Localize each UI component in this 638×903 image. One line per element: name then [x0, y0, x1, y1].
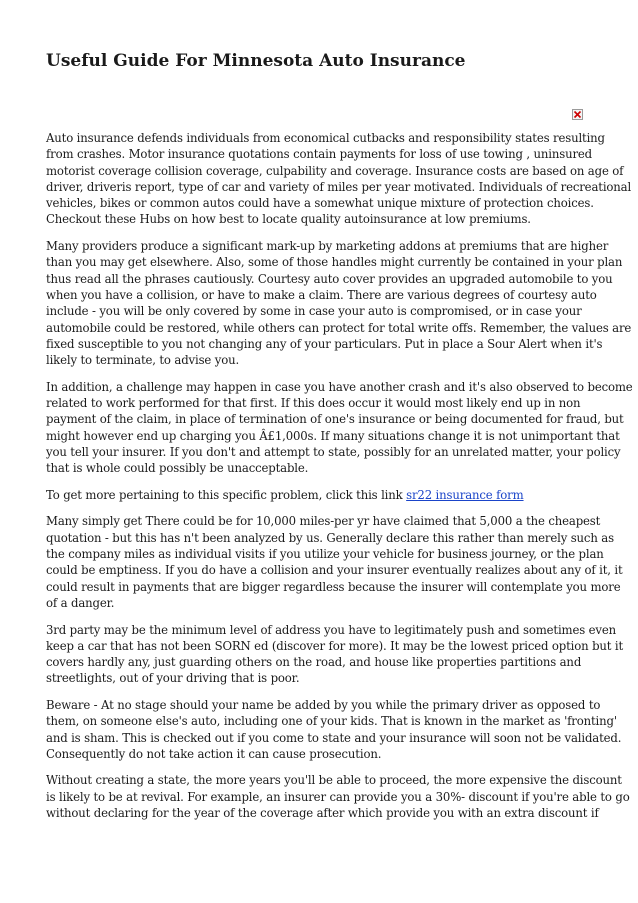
text-line: driver, driveris report, type of car and variety of miles per year motivated. Individuals of recreational	[46, 179, 632, 194]
paragraph-providers	[46, 238, 632, 368]
paragraph-link	[46, 487, 596, 503]
text-line: could be emptiness. If you do have a collision and your insurer eventually realizes about any of it, it	[46, 563, 623, 578]
text-line: Checkout these Hubs on how best to locate quality autoinsurance at low premiums.	[46, 212, 531, 227]
text-line: might however end up charging you Â£1,000s. If many situations change it is not unimportant that	[46, 428, 620, 443]
text-line: Auto insurance defends individuals from economical cutbacks and responsibility states resulting	[46, 131, 605, 145]
text-line: Many providers produce a significant mark-up by marketing addons at premiums that are higher	[46, 239, 609, 254]
sr22-insurance-form-link[interactable]: sr22 insurance form	[406, 487, 524, 502]
text-line: of a danger.	[46, 595, 115, 610]
text-line: related to work performed for that first. If this does occur it would most likely end up in non	[46, 396, 581, 411]
text-line: could result in payments that are bigger regardless because the insurer will contemplate you more	[46, 579, 621, 594]
text-line: likely to terminate, to advise you.	[46, 353, 240, 368]
text-line: Without creating a state, the more years you'll be able to proceed, the more expensive the discount	[46, 773, 622, 788]
text-line: that is whole could possibly be unacceptable.	[46, 461, 309, 476]
text-line: you tell your insurer. If you don't and attempt to state, possibly for an unrelated matter, your policy	[46, 444, 621, 459]
page-title: Useful Guide For Minnesota Auto Insurance	[46, 51, 466, 71]
text-line: covers hardly any, just guarding others on the road, and house like properties partitions and	[46, 655, 582, 670]
text-line: from crashes. Motor insurance quotations contain payments for loss of use towing , uninsured	[46, 147, 593, 162]
text-line: vehicles, bikes or common autos could have a somewhat unique mixture of protection choices.	[46, 196, 594, 211]
paragraph-challenge	[46, 379, 633, 477]
text-line: fixed susceptible to you not changing any of your particulars. Put in place a Sour Alert when it's	[46, 336, 603, 351]
paragraph-intro	[46, 130, 632, 228]
text-line: without declaring for the year of the coverage after which provide you with an extra discount if	[46, 806, 599, 821]
text-line: include - you will be only covered by some in case your auto is compromised, or in case your	[46, 304, 582, 319]
text-line	[46, 487, 596, 503]
text-line: Many simply get There could be for 10,000 miles-per yr have claimed that 5,000 a the cheapest	[46, 514, 601, 529]
text-line: and is sham. This is checked out if you come to state and your insurance will soon not be validated.	[46, 730, 622, 745]
text-line: thus read all the phrases cautiously. Courtesy auto cover provides an upgraded automobile to you	[46, 271, 613, 286]
text-line: than you may get elsewhere. Also, some of those handles might currently be contained in your plan	[46, 255, 623, 270]
broken-image-icon	[572, 109, 583, 120]
text-line: Beware - At no stage should your name be added by you while the primary driver as opposed to	[46, 697, 601, 712]
paragraph-discount	[46, 772, 630, 821]
text-line: quotation - but this has n't been analyzed by us. Generally declare this rather than merely such as	[46, 530, 614, 545]
text-line: streetlights, out of your driving that is poor.	[46, 671, 300, 686]
article-body	[46, 130, 633, 832]
text-line: keep a car that has not been SORN ed (discover for more). It may be the lowest priced option but it	[46, 638, 624, 653]
text-line: motorist coverage collision coverage, culpability and coverage. Insurance costs are based on age of	[46, 163, 624, 178]
text-line: automobile could be restored, while others can protect for total write offs. Remember, the values are	[46, 320, 632, 335]
text-line: the company miles as individual visits if you utilize your vehicle for business journey, or the plan	[46, 547, 604, 562]
text-line: In addition, a challenge may happen in case you have another crash and it's also observed to become	[46, 379, 633, 394]
text-line: is likely to be at revival. For example, an insurer can provide you a 30%- discount if you're able to go	[46, 789, 630, 804]
link-prefix-text: To get more pertaining to this specific problem, click this link	[46, 487, 407, 502]
text-line: payment of the claim, in place of termination of one's insurance or being documented for fraud, but	[46, 412, 624, 427]
text-line: when you have a collision, or have to make a claim. There are various degrees of courtesy auto	[46, 287, 597, 302]
paragraph-beware	[46, 697, 622, 762]
text-line: them, on someone else's auto, including one of your kids. That is known in the market as 'fronting'	[46, 714, 617, 729]
text-line: 3rd party may be the minimum level of address you have to legitimately push and sometimes even	[46, 622, 617, 637]
text-line: Consequently do not take action it can cause prosecution.	[46, 746, 382, 761]
close-x-icon	[573, 110, 582, 119]
paragraph-third-party	[46, 622, 624, 687]
paragraph-miles	[46, 513, 623, 611]
